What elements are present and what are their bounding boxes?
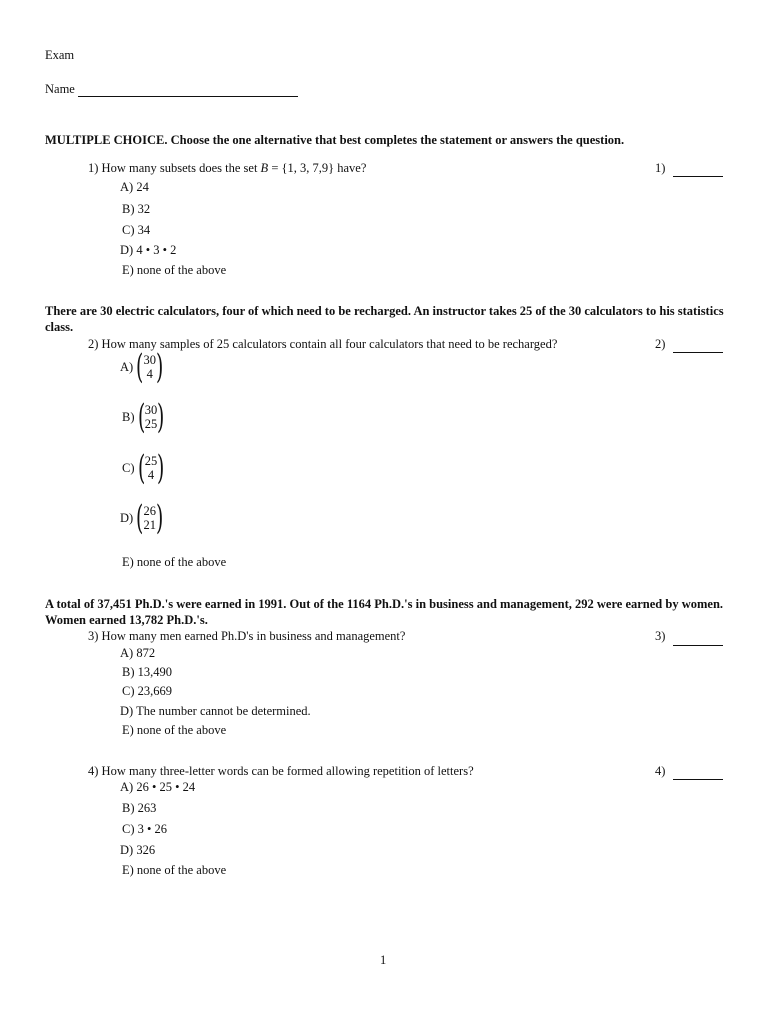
q2-option-b-label: B) [122, 409, 135, 424]
question-2-context: There are 30 electric calculators, four of which need to be recharged. An instructor takes 25 of the 30 calculators to his statistics class. [45, 304, 724, 334]
left-paren-icon: ( [136, 347, 144, 387]
q2-option-d-bottom: 21 [143, 518, 156, 532]
exam-title: Exam [45, 48, 75, 62]
left-paren-icon: ( [137, 397, 145, 437]
answer-blank-3[interactable] [673, 645, 723, 646]
right-paren-icon: ) [157, 397, 165, 437]
answer-number-1: 1) [655, 161, 666, 175]
q2-option-d-top: 26 [143, 504, 156, 518]
q3-option-b: B) 13,490 [122, 665, 172, 679]
instructions: MULTIPLE CHOICE. Choose the one alternative that best completes the statement or answers the question. [45, 133, 625, 147]
q2-option-b [122, 397, 168, 437]
name-label: Name [45, 82, 75, 96]
question-3-text: 3) How many men earned Ph.D's in business and management? [88, 629, 406, 643]
q1-option-c: C) 34 [122, 223, 151, 237]
left-paren-icon: ( [137, 448, 145, 488]
answer-blank-1[interactable] [673, 176, 723, 177]
q2-option-b-bottom: 25 [144, 417, 158, 431]
answer-number-3: 3) [655, 629, 666, 643]
answer-blank-2[interactable] [673, 352, 723, 353]
q1-option-a: A) 24 [120, 180, 149, 194]
q2-option-a-top: 30 [143, 353, 156, 367]
question-4-text: 4) How many three-letter words can be formed allowing repetition of letters? [88, 764, 474, 778]
q2-option-c-top: 25 [144, 454, 158, 468]
q2-option-c [122, 448, 168, 488]
right-paren-icon: ) [157, 448, 165, 488]
q4-option-c: C) 3 • 26 [122, 822, 168, 836]
q3-option-c: C) 23,669 [122, 684, 172, 698]
answer-number-2: 2) [655, 337, 666, 351]
q4-option-b: B) 263 [122, 801, 157, 815]
q4-option-a: A) 26 • 25 • 24 [120, 780, 196, 794]
q2-option-a-bottom: 4 [146, 367, 153, 381]
q2-option-c-bottom: 4 [147, 468, 155, 482]
left-paren-icon: ( [136, 498, 144, 538]
q1-option-d: D) 4 • 3 • 2 [120, 243, 177, 257]
question-1-text: 1) How many subsets does the set B = {1, 3, 7,9} have? [88, 161, 367, 175]
q2-option-d [120, 498, 166, 538]
q2-option-a [120, 347, 166, 387]
q2-option-b-top: 30 [144, 403, 158, 417]
q4-option-d: D) 326 [120, 843, 156, 857]
q1-option-b: B) 32 [122, 202, 151, 216]
question-3-context: A total of 37,451 Ph.D.'s were earned in 1991. Out of the 1164 Ph.D.'s in business and management, 292 were earned by women. Women earned 13,782 Ph.D.'s. [45, 597, 724, 627]
name-field[interactable] [78, 96, 298, 97]
right-paren-icon: ) [155, 498, 164, 538]
q3-option-d: D) The number cannot be determined. [120, 704, 311, 718]
q2-option-c-label: C) [122, 460, 135, 475]
page-number: 1 [380, 953, 387, 967]
q2-option-a-label: A) [120, 359, 134, 374]
q4-option-e: E) none of the above [122, 863, 227, 877]
answer-number-4: 4) [655, 764, 666, 778]
right-paren-icon: ) [155, 347, 164, 387]
q3-option-a: A) 872 [120, 646, 156, 660]
question-2-text: 2) How many samples of 25 calculators contain all four calculators that need to be recharged? [88, 337, 558, 351]
answer-blank-4[interactable] [673, 779, 723, 780]
q1-option-e: E) none of the above [122, 263, 227, 277]
q3-option-e: E) none of the above [122, 723, 227, 737]
q2-option-e: E) none of the above [122, 555, 227, 569]
q2-option-d-label: D) [120, 510, 134, 525]
